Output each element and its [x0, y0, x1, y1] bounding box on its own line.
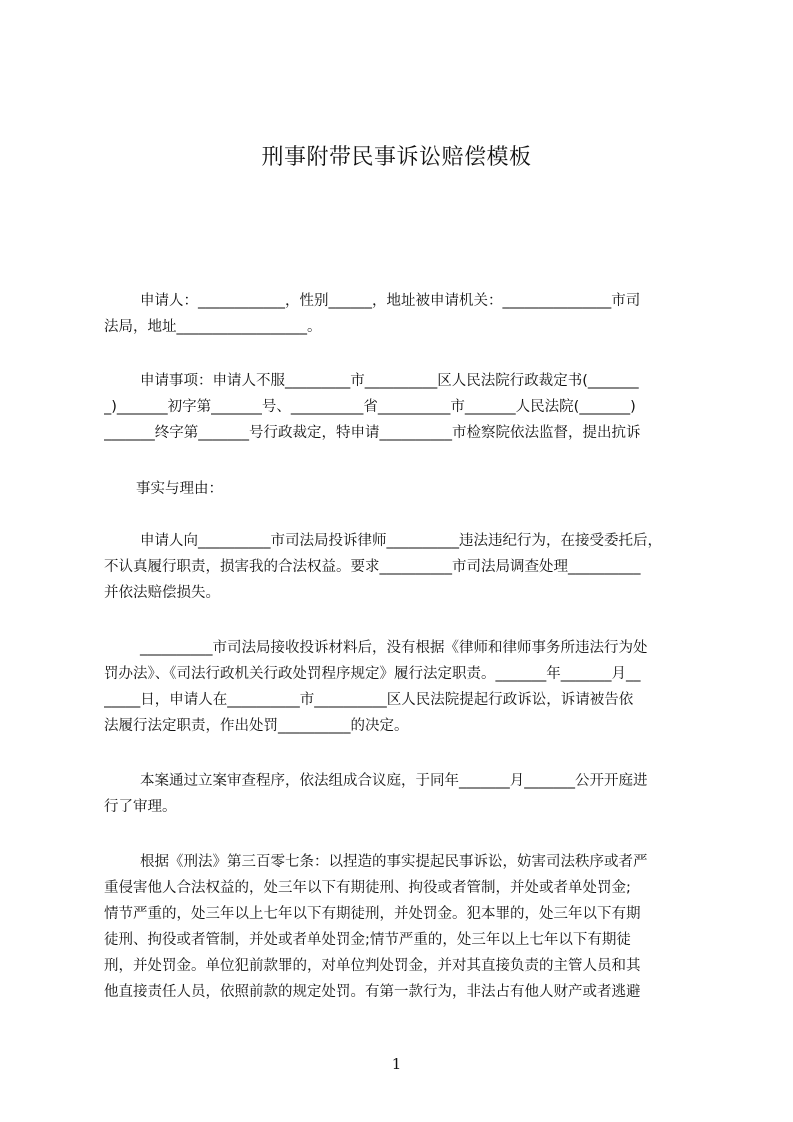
paragraph-line: 本案通过立案审查程序，依法组成合议庭，于同年_______月_______公开开庭进 — [140, 773, 648, 789]
paragraph-line: 刑，并处罚金。单位犯前款罪的，对单位判处罚金，并对其直接负责的主管人员和其 — [104, 958, 641, 974]
paragraph-line: 法履行法定职责，作出处罚__________的决定。 — [104, 718, 409, 734]
paragraph-application-items — [104, 368, 700, 446]
document-title: 刑事附带民事诉讼赔偿模板 — [261, 145, 532, 170]
page-number: 1 — [391, 1055, 402, 1073]
section-heading-facts — [104, 476, 700, 502]
paragraph-bureau-failure — [104, 635, 700, 739]
section-heading: 事实与理由： — [136, 481, 223, 497]
paragraph-line: __________市司法局接收投诉材料后，没有根据《律师和律师事务所违法行为处 — [140, 640, 648, 656]
paragraph-line: _)_______初字第_______号、__________省__________市_______人民法院(_______) — [104, 399, 636, 415]
paragraph-line: 根据《刑法》第三百零七条：以捏造的事实提起民事诉讼，妨害司法秩序或者严 — [140, 854, 648, 870]
paragraph-line: 情节严重的，处三年以上七年以下有期徒刑，并处罚金。犯本罪的，处三年以下有期 — [104, 906, 641, 922]
paragraph-line: 重侵害他人合法权益的，处三年以下有期徒刑、拘役或者管制，并处或者单处罚金; — [104, 880, 631, 896]
paragraph-trial — [104, 768, 700, 820]
paragraph-line: 行了审理。 — [104, 799, 177, 815]
paragraph-line: 申请人向__________市司法局投诉律师__________违法违纪行为，在接受委托后， — [140, 533, 662, 549]
paragraph-line: 并依法赔偿损失。 — [104, 585, 220, 601]
paragraph-line: 徒刑、拘役或者管制，并处或者单处罚金;情节严重的，处三年以上七年以下有期徒 — [104, 932, 631, 948]
paragraph-line: 申请事项：申请人不服_________市__________区人民法院行政裁定书(_______ — [140, 373, 639, 389]
paragraph-line: 申请人：____________，性别______，地址被申请机关：_______________市司 — [140, 293, 641, 309]
paragraph-line: 罚办法》、《司法行政机关行政处罚程序规定》履行法定职责。_______年_______月__ — [104, 666, 641, 682]
paragraph-complaint — [104, 528, 700, 606]
paragraph-line: _______终字第_______号行政裁定，特申请__________市检察院依法监督，提出抗诉 — [104, 425, 641, 441]
paragraph-line: 他直接责任人员，依照前款的规定处罚。有第一款行为，非法占有他人财产或者逃避 — [104, 984, 641, 1000]
paragraph-applicant — [104, 288, 700, 340]
paragraph-line: 法局，地址__________________。 — [104, 319, 322, 335]
paragraph-line: 不认真履行职责，损害我的合法权益。要求__________市司法局调查处理__________ — [104, 559, 641, 575]
paragraph-legal-basis — [104, 849, 700, 1005]
paragraph-line: _____日，申请人在__________市__________区人民法院提起行政诉讼，诉请被告依 — [104, 692, 634, 708]
